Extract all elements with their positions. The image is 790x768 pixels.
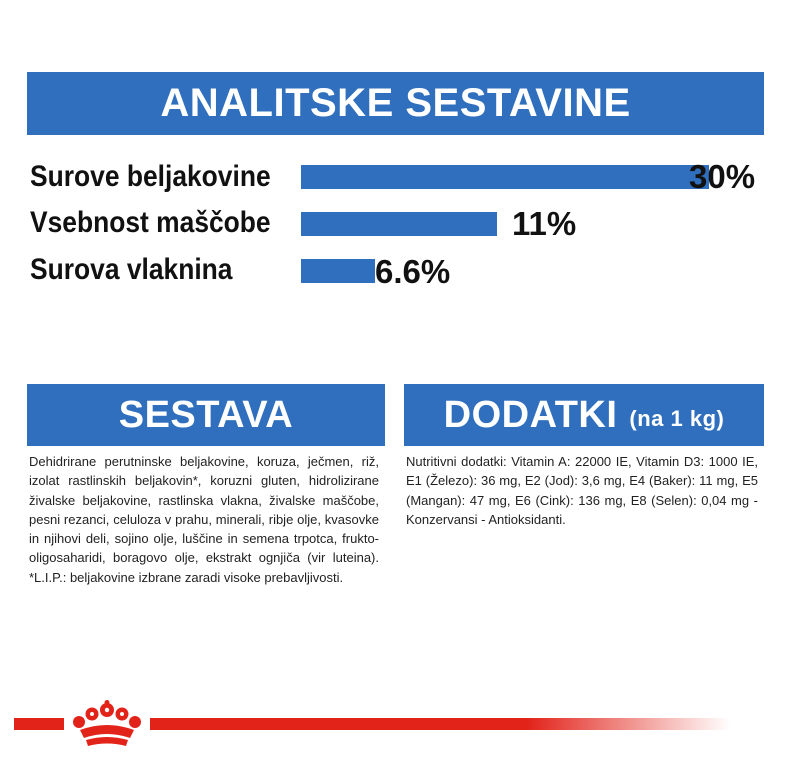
row-value: 6.6% bbox=[375, 253, 451, 290]
sestava-banner bbox=[27, 384, 385, 446]
row-bar bbox=[301, 259, 375, 283]
royal-crown-icon bbox=[68, 700, 146, 748]
row-label: Surova vlaknina bbox=[30, 253, 233, 286]
sestava-title: SESTAVA bbox=[118, 393, 294, 436]
footer-line-left bbox=[14, 718, 64, 730]
dodatki-title: DODATKI bbox=[443, 393, 618, 436]
analytic-row-fat bbox=[30, 203, 770, 243]
row-value: 30% bbox=[689, 158, 756, 195]
row-bar bbox=[301, 212, 497, 236]
analytic-title: ANALITSKE SESTAVINE bbox=[160, 81, 631, 125]
row-label: Vsebnost maščobe bbox=[30, 206, 271, 239]
footer-line-right bbox=[150, 718, 730, 730]
dodatki-subtitle: (na 1 kg) bbox=[629, 406, 725, 431]
row-value: 11% bbox=[512, 205, 577, 242]
analytic-row-fibre bbox=[30, 250, 770, 290]
dodatki-text: Nutritivni dodatki: Vitamin A: 22000 IE, Vitamin D3: 1000 IE, E1 (Železo): 36 mg, E2 (Jod): 3,6 mg, E4 (Baker): 11 mg, E5 (Mangan): 47 mg, E6 (Cink): 136 mg, E8 (Selen): 0,04 mg - Konzervansi - Antioksidanti. bbox=[406, 454, 758, 527]
dodatki-banner bbox=[404, 384, 764, 446]
analytic-banner bbox=[27, 72, 764, 135]
row-label: Surove beljakovine bbox=[30, 160, 271, 193]
analytic-row-protein bbox=[30, 157, 770, 197]
sestava-text: Dehidrirane perutninske beljakovine, koruza, ječmen, riž, izolat rastlinskih beljakovin*, koruzni gluten, hidrolizirane živalske beljakovine, rastlinska vlakna, živalske maščobe, pesni rezanci, celuloza v prahu, minerali, ribje olje, kvasovke in njihovi deli, sojino olje, luščine in semena trpotca, frukto-oligosaharidi, boragovo olje, ekstrakt ognjiča (vir luteina). *L.I.P.: beljakovine izbrane zaradi visoke prebavljivosti. bbox=[29, 454, 379, 585]
row-bar bbox=[301, 165, 709, 189]
